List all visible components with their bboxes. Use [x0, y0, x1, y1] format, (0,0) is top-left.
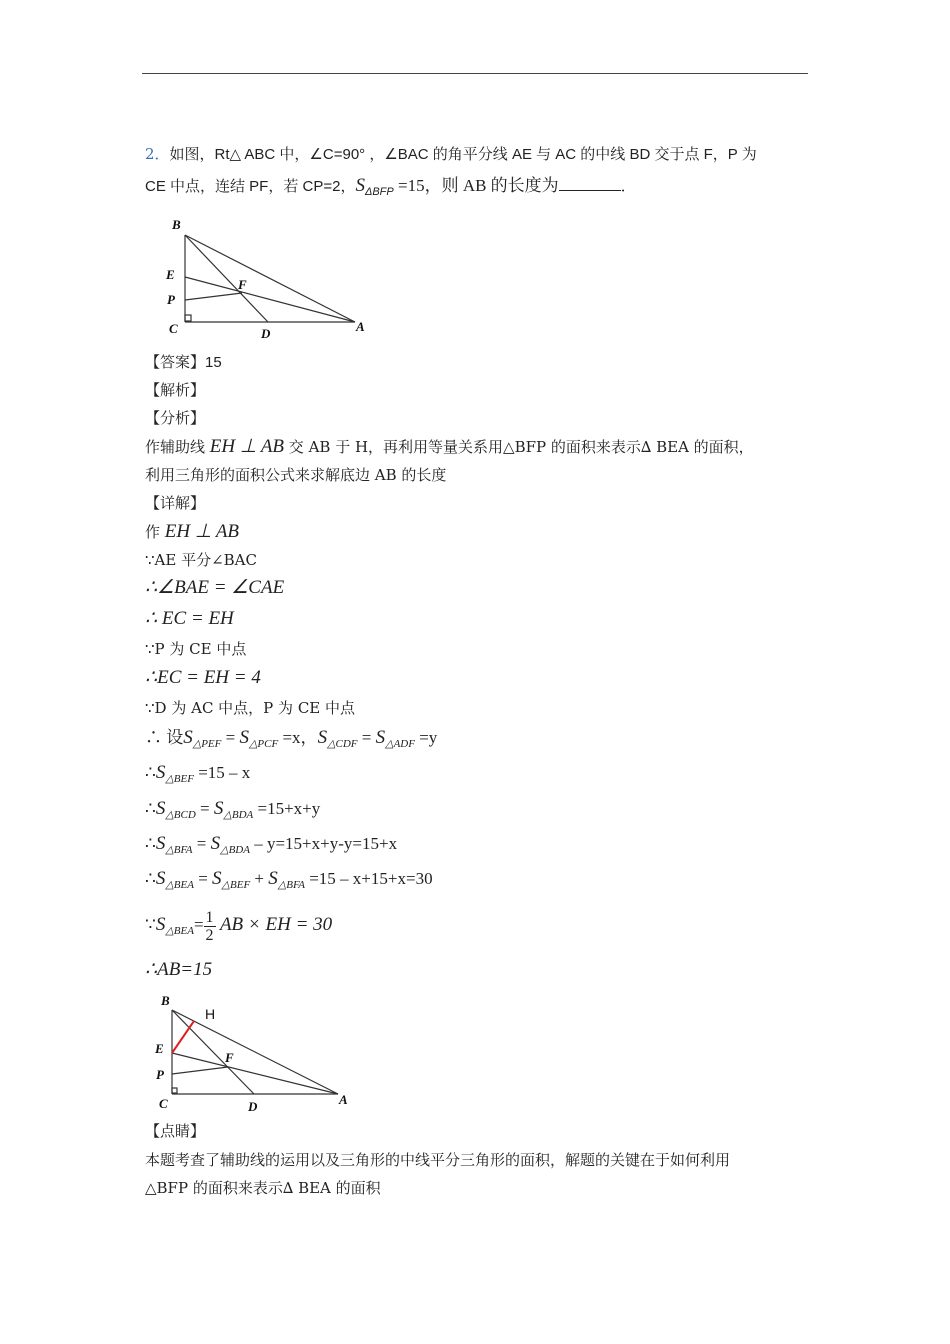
segment-ea [185, 277, 355, 322]
label-b: B [172, 217, 181, 232]
question-line-2 [145, 176, 636, 198]
detail-step-8: ∴ 设$S_{\triangle PEF} = S_{\triangle PCF} =x$，$S_{\triangle CDF} = S_{\triangle ADF} =y$ [145, 727, 438, 750]
detail-tag: 【详解】 [145, 494, 206, 512]
question-end: ． [620, 178, 636, 195]
fenxi-text-1a: 作辅助线 [145, 438, 210, 456]
fenxi-line-2: 利用三角形的面积公式来求解底边 AB 的长度 [145, 466, 447, 484]
detail-step-1a: 作 [145, 523, 165, 541]
fenxi-tag: 【分析】 [145, 409, 206, 427]
label-p: P [156, 1067, 164, 1082]
label-f: F [225, 1050, 234, 1065]
detail-step-14: ∴AB=15 [145, 959, 213, 980]
right-angle-mark [185, 315, 191, 321]
detail-step-5: ∵P 为 CE 中点 [145, 640, 247, 658]
label-b: B [161, 993, 170, 1008]
label-d: D [248, 1099, 258, 1114]
question-line-1 [145, 144, 757, 165]
answer-line [145, 352, 222, 373]
detail-step-12: $\therefore S_{\triangle BEA} = S_{\triangle BEF} + S_{\triangle BFA} =15 - x+15+x=30$ [145, 868, 433, 891]
answer-tag: 【答案】 [145, 353, 206, 371]
area-symbol: S [355, 175, 365, 196]
detail-step-13: $\because S_{\triangle BEA}=$ $\frac{1}{2}$ AB × EH = 30 [145, 908, 333, 944]
right-angle-mark [172, 1088, 177, 1093]
detail-step-11: $\therefore S_{\triangle BFA} = S_{\triangle BDA} - y=15+x+y-y=15+x$ [145, 833, 398, 856]
header-rule [142, 73, 808, 74]
detail-step-10: $\therefore S_{\triangle BCD} = S_{\triangle BDA} =15+x+y$ [145, 798, 321, 821]
question-text-2a: CE 中点，连结 PF，若 CP=2， [145, 178, 356, 195]
segment-ab [172, 1010, 338, 1094]
dianjing-line-2: △BFP 的面积来表示∆ BEA 的面积 [145, 1179, 381, 1197]
label-a: A [356, 319, 365, 334]
triangle-figure-2 [150, 990, 360, 1118]
fenxi-math: EH ⊥ AB [209, 436, 285, 457]
dianjing-tag: 【点睛】 [145, 1122, 206, 1140]
detail-step-3: ∴∠BAE = ∠CAE [145, 577, 285, 598]
label-d: D [261, 326, 271, 341]
detail-step-7: ∵D 为 AC 中点，P 为 CE 中点 [145, 699, 356, 717]
segment-pf [185, 293, 242, 300]
triangle-figure-1 [160, 212, 375, 342]
fenxi-line-1 [145, 437, 754, 457]
dianjing-line-1: 本题考查了辅助线的运用以及三角形的中线平分三角形的面积，解题的关键在于如何利用 [145, 1151, 731, 1169]
question-text-1: 如图，Rt△ ABC 中，∠C=90° ，∠BAC 的角平分线 AE 与 AC 的中线 BD 交于点 F，P 为 [169, 146, 757, 163]
segment-pf [172, 1067, 228, 1074]
segment-bd [172, 1010, 254, 1094]
detail-step-9: $\therefore S_{\triangle BEF} =15 - x$ [145, 762, 251, 785]
label-e: E [166, 267, 175, 282]
segment-ab [185, 235, 355, 322]
analysis-tag: 【解析】 [145, 381, 206, 399]
label-c: C [169, 321, 178, 336]
question-text-2b: =15，则 AB 的长度为 [393, 176, 559, 195]
segment-eh-highlight [172, 1021, 194, 1053]
label-h: H [205, 1006, 216, 1022]
detail-step-6: ∴EC = EH = 4 [145, 667, 261, 688]
label-p: P [167, 292, 175, 307]
label-e: E [155, 1041, 164, 1056]
detail-step-2: ∵AE 平分∠BAC [145, 551, 257, 569]
area-subscript: ΔBFP [364, 186, 394, 198]
label-f: F [238, 277, 247, 292]
label-a: A [339, 1092, 348, 1107]
detail-step-4: ∴ EC = EH [145, 608, 234, 629]
answer-value: 15 [205, 354, 222, 371]
segment-bd [185, 235, 268, 322]
detail-step-1 [145, 522, 239, 542]
segment-ea [172, 1053, 338, 1094]
fraction-one-half: $\frac{1}{2}$ [205, 908, 214, 944]
detail-step-1-math: EH ⊥ AB [164, 521, 240, 542]
answer-blank [559, 176, 621, 191]
fenxi-text-1b: 交 AB 于 H，再利用等量关系用△BFP 的面积来表示∆ BEA 的面积， [284, 438, 754, 456]
label-c: C [159, 1096, 168, 1111]
question-number: 2． [145, 145, 170, 163]
